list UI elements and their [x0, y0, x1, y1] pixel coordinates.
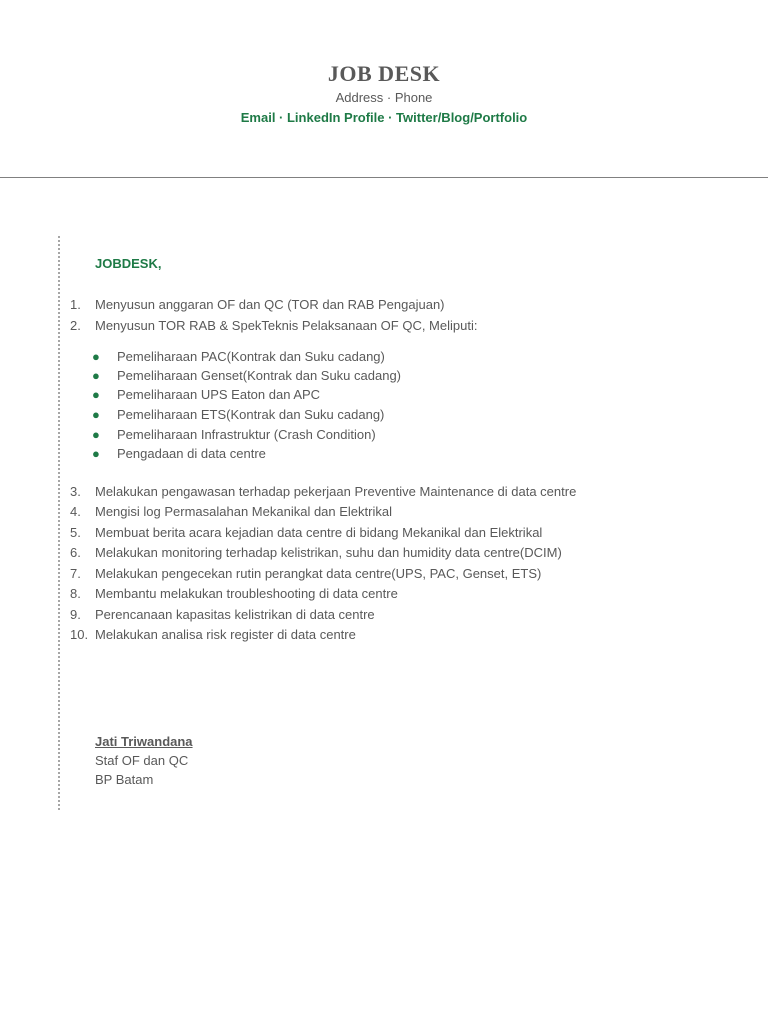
list-item: [70, 295, 445, 315]
bullet-dot-icon: ●: [92, 407, 100, 422]
signature-position: Staf OF dan QC: [95, 753, 189, 768]
list-item-number: 2.: [70, 318, 81, 333]
signature-name: Jati Triwandana: [95, 734, 193, 749]
list-item: [70, 523, 542, 543]
list-item-text: Perencanaan kapasitas kelistrikan di data centre: [95, 607, 375, 622]
list-item-number: 8.: [70, 586, 81, 601]
list-item: [70, 625, 356, 645]
list-item: [70, 543, 562, 563]
list-item-text: Membuat berita acara kejadian data centre di bidang Mekanikal dan Elektrikal: [95, 525, 543, 540]
list-item: [70, 482, 576, 502]
left-dotted-rule: [58, 236, 60, 810]
list-item-text: Melakukan analisa risk register di data centre: [95, 627, 356, 642]
signature-organization: BP Batam: [95, 772, 154, 787]
list-item-number: 6.: [70, 545, 81, 560]
bullet-text: Pemeliharaan Infrastruktur (Crash Condition): [117, 427, 376, 442]
bullet-item: [92, 425, 376, 444]
list-item-number: 3.: [70, 484, 81, 499]
section-heading: JOBDESK,: [95, 256, 162, 271]
header-divider: [0, 177, 768, 178]
list-item-number: 1.: [70, 297, 81, 312]
bullet-dot-icon: ●: [92, 349, 100, 364]
list-item-number: 9.: [70, 607, 81, 622]
bullet-item: [92, 405, 384, 424]
document-title: JOB DESK: [327, 61, 441, 86]
bullet-text: Pemeliharaan PAC(Kontrak dan Suku cadang): [117, 349, 385, 364]
list-item: [70, 502, 392, 522]
bullet-dot-icon: ●: [92, 368, 100, 383]
bullet-text: Pengadaan di data centre: [117, 446, 266, 461]
bullet-dot-icon: ●: [92, 446, 100, 461]
bullet-dot-icon: ●: [92, 387, 100, 402]
bullet-text: Pemeliharaan UPS Eaton dan APC: [117, 387, 321, 402]
list-item-number: 7.: [70, 566, 81, 581]
document-header: [0, 60, 768, 127]
list-item-number: 4.: [70, 504, 81, 519]
list-item-text: Menyusun anggaran OF dan QC (TOR dan RAB Pengajuan): [95, 297, 445, 312]
list-item: [70, 605, 375, 625]
list-item: [70, 584, 398, 604]
bullet-text: Pemeliharaan ETS(Kontrak dan Suku cadang): [117, 407, 385, 422]
address-line: Address · Phone: [335, 90, 433, 105]
bullet-item: [92, 366, 401, 385]
list-item: [70, 316, 477, 336]
bullet-dot-icon: ●: [92, 427, 100, 442]
list-item-text: Membantu melakukan troubleshooting di data centre: [95, 586, 398, 601]
list-item-text: Melakukan pengawasan terhadap pekerjaan Preventive Maintenance di data centre: [95, 484, 577, 499]
list-item-number: 5.: [70, 525, 81, 540]
list-item-number: 10.: [70, 627, 89, 642]
list-item-text: Menyusun TOR RAB & SpekTeknis Pelaksanaan OF QC, Meliputi:: [95, 318, 478, 333]
list-item-text: Mengisi log Permasalahan Mekanikal dan Elektrikal: [95, 504, 392, 519]
contact-line: Email · LinkedIn Profile · Twitter/Blog/Portfolio: [240, 110, 528, 125]
list-item-text: Melakukan monitoring terhadap kelistrikan, suhu dan humidity data centre(DCIM): [95, 545, 562, 560]
list-item: [70, 564, 541, 584]
bullet-item: [92, 347, 385, 366]
bullet-item: [92, 444, 266, 463]
bullet-text: Pemeliharaan Genset(Kontrak dan Suku cadang): [117, 368, 402, 383]
list-item-text: Melakukan pengecekan rutin perangkat data centre(UPS, PAC, Genset, ETS): [95, 566, 542, 581]
bullet-item: [92, 385, 320, 404]
